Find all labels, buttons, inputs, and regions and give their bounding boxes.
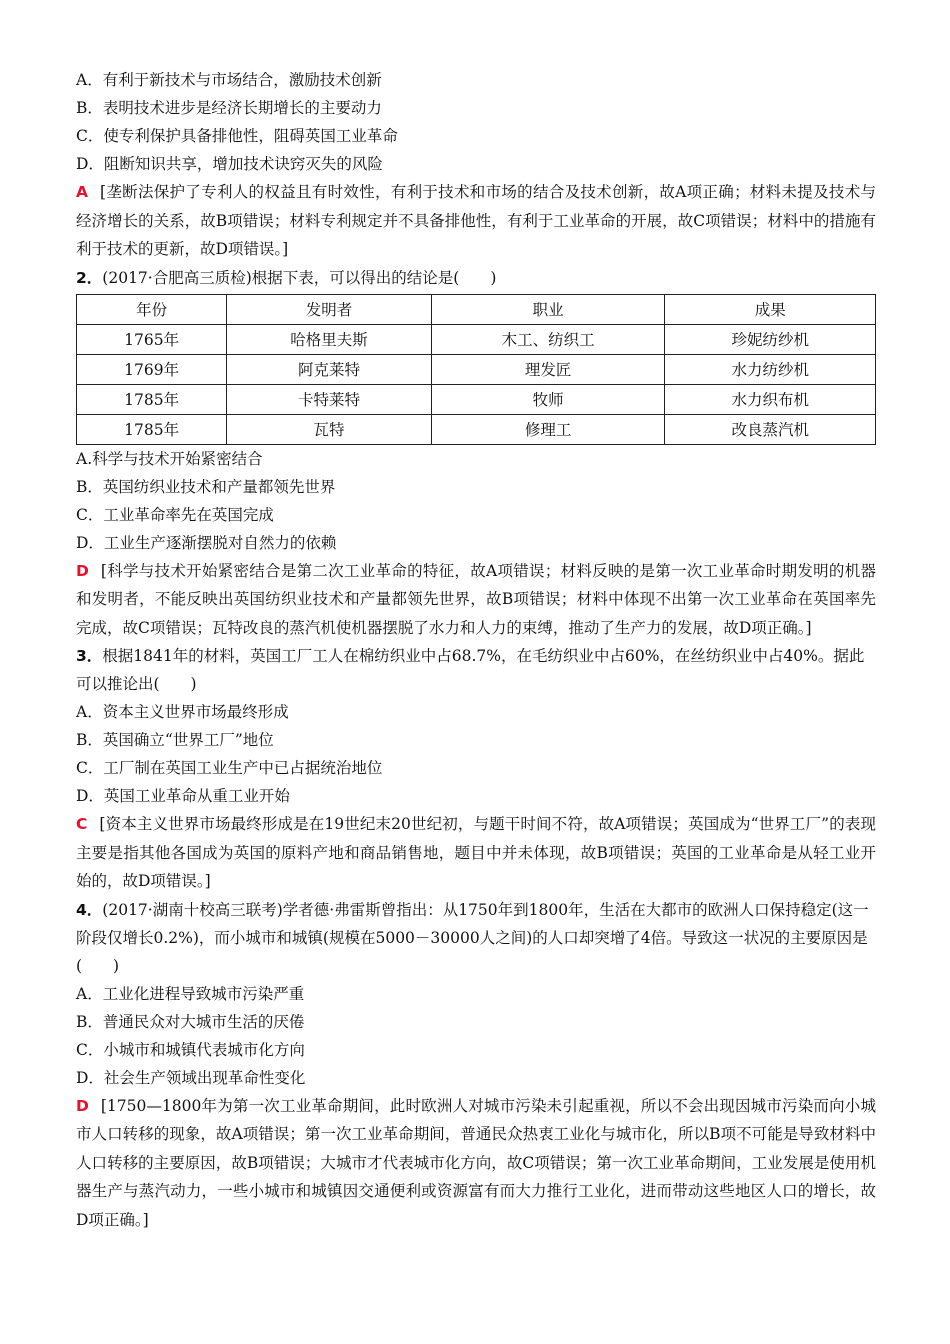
table-cell: 木工、纺织工 bbox=[431, 324, 665, 354]
q4-answer bbox=[76, 1092, 876, 1235]
table-cell: 哈格里夫斯 bbox=[227, 324, 432, 354]
q3-options bbox=[76, 698, 876, 810]
document-content bbox=[76, 66, 876, 1234]
table-cell: 瓦特 bbox=[227, 414, 432, 444]
q2-number: 2． bbox=[76, 268, 103, 287]
table-header-cell: 职业 bbox=[431, 294, 665, 324]
table-cell: 1769年 bbox=[77, 354, 227, 384]
q1-option-b: B．表明技术进步是经济长期增长的主要动力 bbox=[76, 99, 382, 117]
table-cell: 牧师 bbox=[431, 384, 665, 414]
q2-option-a: A.科学与技术开始紧密结合 bbox=[76, 449, 263, 468]
q4-stem-text: (2017·湖南十校高三联考)学者德·弗雷斯曾指出：从1750年到1800年，生活在大都市的欧洲人口保持稳定(这一阶段仅增长0.2%)，而小城市和城镇(规模在5000－30000人之间)的人口却突增了4倍。导致这一状况的主要原因是( ) bbox=[76, 900, 869, 975]
q4-answer-explanation: [1750—1800年为第一次工业革命期间，此时欧洲人对城市污染未引起重视，所以不会出现因城市污染而向小城市人口转移的现象，故A项错误；第一次工业革命期间，普通民众热衷工业化与城市化，所以B项不可能是导致材料中人口转移的主要原因，故B项错误；大城市才代表城市化方向，故C项错误；第一次工业革命期间，工业发展是使用机器生产与蒸汽动力，一些小城市和城镇因交通便利或资源富有而大力推行工业化，进而带动这些地区人口的增长，故D项正确。] bbox=[76, 1096, 876, 1229]
q4-number: 4． bbox=[76, 900, 103, 919]
table-cell: 1785年 bbox=[77, 414, 227, 444]
table-row bbox=[77, 324, 876, 354]
q3-option-d: D．英国工业革命从重工业开始 bbox=[76, 787, 290, 805]
table-cell: 1765年 bbox=[77, 324, 227, 354]
table-row bbox=[77, 354, 876, 384]
q2-answer bbox=[76, 557, 876, 643]
table-cell: 卡特莱特 bbox=[227, 384, 432, 414]
q4-option-c: C．小城市和城镇代表城市化方向 bbox=[76, 1040, 305, 1059]
q2-table-header bbox=[77, 294, 876, 324]
q3-option-a: A．资本主义世界市场最终形成 bbox=[76, 703, 289, 721]
q4-option-a: A．工业化进程导致城市污染严重 bbox=[76, 984, 305, 1003]
q3-stem bbox=[76, 642, 876, 698]
table-header-cell: 成果 bbox=[665, 294, 876, 324]
q2-option-c: C．工业革命率先在英国完成 bbox=[76, 505, 274, 524]
q3-option-b: B．英国确立“世界工厂”地位 bbox=[76, 731, 274, 749]
q1-options bbox=[76, 66, 876, 178]
q2-answer-letter: D bbox=[76, 561, 89, 580]
q3-answer-letter: C bbox=[76, 815, 88, 833]
q3-stem-text: 根据1841年的材料，英国工厂工人在棉纺织业中占68.7%，在毛纺织业中占60%，在丝纺织业中占40%。据此可以推论出( ) bbox=[76, 647, 865, 693]
q2-stem bbox=[76, 264, 876, 292]
q1-answer-explanation: [垄断法保护了专利人的权益且有时效性，有利于技术和市场的结合及技术创新，故A项正确；材料未提及技术与经济增长的关系，故B项错误；材料专利规定并不具备排他性，有利于工业革命的开展，故C项错误；材料中的措施有利于技术的更新，故D项错误。] bbox=[76, 183, 876, 258]
table-cell: 改良蒸汽机 bbox=[665, 414, 876, 444]
q1-answer-letter: A bbox=[76, 183, 88, 201]
q2-answer-explanation: [科学与技术开始紧密结合是第二次工业革命的特征，故A项错误；材料反映的是第一次工业革命时期发明的机器和发明者，不能反映出英国纺织业技术和产量都领先世界，故B项错误；材料中体现不出第一次工业革命在英国率先完成，故C项错误；瓦特改良的蒸汽机使机器摆脱了水力和人力的束缚，推动了生产力的发展，故D项正确。] bbox=[76, 561, 876, 637]
table-cell: 理发匠 bbox=[431, 354, 665, 384]
q4-option-d: D．社会生产领域出现革命性变化 bbox=[76, 1068, 306, 1087]
q2-option-d: D．工业生产逐渐摆脱对自然力的依赖 bbox=[76, 533, 337, 552]
table-cell: 修理工 bbox=[431, 414, 665, 444]
q2-option-b: B．英国纺织业技术和产量都领先世界 bbox=[76, 477, 336, 496]
table-header-cell: 发明者 bbox=[227, 294, 432, 324]
table-cell: 水力织布机 bbox=[665, 384, 876, 414]
q4-options bbox=[76, 980, 876, 1092]
q2-stem-text: (2017·合肥高三质检)根据下表，可以得出的结论是( ) bbox=[102, 268, 497, 287]
q3-number: 3． bbox=[76, 647, 103, 665]
table-header-cell: 年份 bbox=[77, 294, 227, 324]
table-cell: 1785年 bbox=[77, 384, 227, 414]
q3-option-c: C．工厂制在英国工业生产中已占据统治地位 bbox=[76, 759, 383, 777]
q4-answer-letter: D bbox=[76, 1096, 89, 1115]
q4-stem bbox=[76, 896, 876, 980]
q3-answer bbox=[76, 810, 876, 896]
q1-option-c: C．使专利保护具备排他性，阻碍英国工业革命 bbox=[76, 127, 398, 145]
q1-option-d: D．阻断知识共享，增加技术诀窍灭失的风险 bbox=[76, 155, 383, 173]
q3-answer-explanation: [资本主义世界市场最终形成是在19世纪末20世纪初，与题干时间不符，故A项错误；英国成为“世界工厂”的表现主要是指其他各国成为英国的原料产地和商品销售地，题目中并未体现，故B项错误；英国的工业革命是从轻工业开始的，故D项错误。] bbox=[76, 815, 876, 890]
table-cell: 水力纺纱机 bbox=[665, 354, 876, 384]
table-cell: 珍妮纺纱机 bbox=[665, 324, 876, 354]
q1-option-a: A．有利于新技术与市场结合，激励技术创新 bbox=[76, 71, 382, 89]
table-row bbox=[77, 384, 876, 414]
q2-table bbox=[76, 294, 876, 445]
q2-options bbox=[76, 445, 876, 557]
q4-option-b: B．普通民众对大城市生活的厌倦 bbox=[76, 1012, 305, 1031]
q1-answer bbox=[76, 178, 876, 264]
table-cell: 阿克莱特 bbox=[227, 354, 432, 384]
table-row bbox=[77, 414, 876, 444]
